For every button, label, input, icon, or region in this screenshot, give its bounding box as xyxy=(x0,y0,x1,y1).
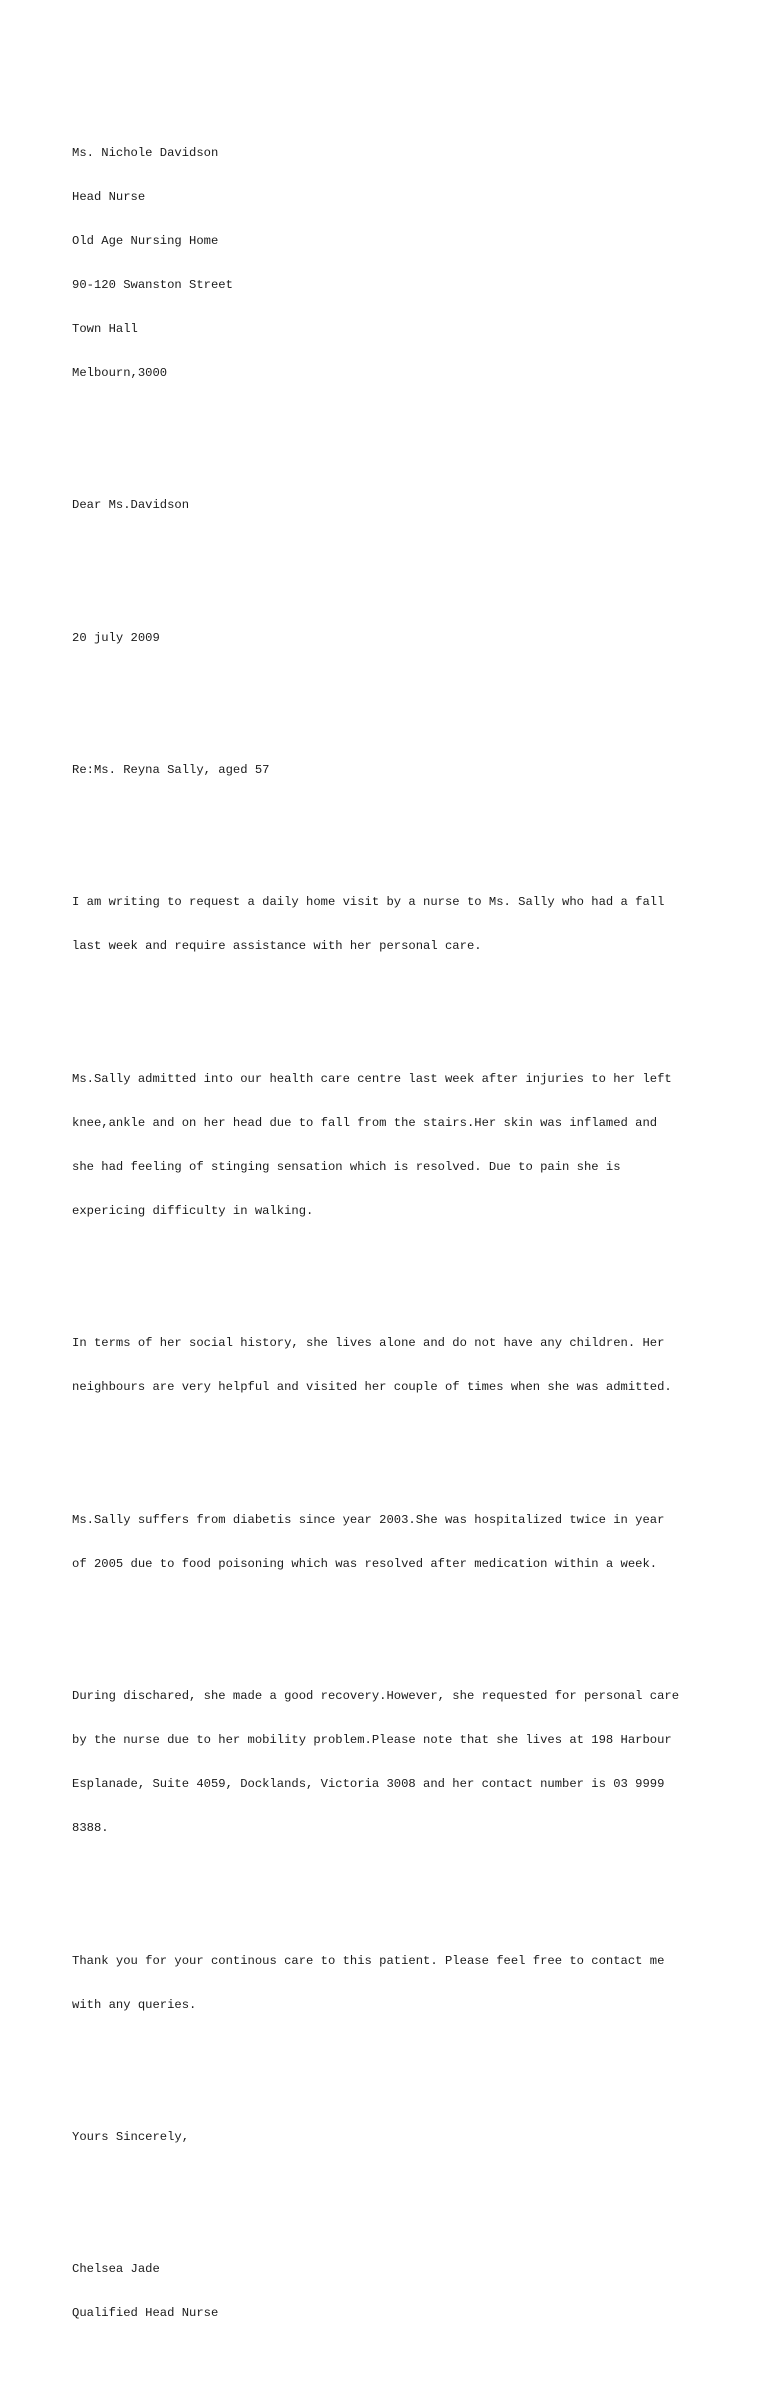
paragraph-injuries xyxy=(72,1042,712,1248)
address-line: Melbourn,3000 xyxy=(72,365,168,380)
paragraph-line: by the nurse due to her mobility problem.Please note that she lives at 198 Harbour xyxy=(72,1733,672,1748)
address-line: Ms. Nichole Davidson xyxy=(72,145,219,160)
address-line: Town Hall xyxy=(72,321,138,336)
paragraph-line: During dischared, she made a good recovery.However, she requested for personal care xyxy=(72,1688,680,1703)
paragraph-line: she had feeling of stinging sensation which is resolved. Due to pain she is xyxy=(72,1159,621,1174)
salutation-text: Dear Ms.Davidson xyxy=(72,498,190,513)
paragraph-medical-history xyxy=(72,1483,712,1601)
signer-title: Qualified Head Nurse xyxy=(72,2306,219,2321)
paragraph-line: I am writing to request a daily home visit by a nurse to Ms. Sally who had a fall xyxy=(72,895,665,910)
address-line: 90-120 Swanston Street xyxy=(72,277,233,292)
paragraph-social-history xyxy=(72,1307,712,1425)
closing xyxy=(72,2100,712,2174)
paragraph-line: last week and require assistance with her personal care. xyxy=(72,939,482,954)
paragraph-line: Esplanade, Suite 4059, Docklands, Victoria 3008 and her contact number is 03 9999 xyxy=(72,1777,665,1792)
letter-date xyxy=(72,601,712,675)
letter-page xyxy=(72,72,712,2394)
paragraph-line: 8388. xyxy=(72,1821,109,1836)
paragraph-line: Ms.Sally suffers from diabetis since year 2003.She was hospitalized twice in year xyxy=(72,1512,665,1527)
salutation xyxy=(72,469,712,543)
paragraph-discharge xyxy=(72,1660,712,1866)
paragraph-line: Thank you for your continous care to this patient. Please feel free to contact me xyxy=(72,1953,665,1968)
paragraph-request xyxy=(72,866,712,984)
paragraph-line: expericing difficulty in walking. xyxy=(72,1203,314,1218)
paragraph-line: Ms.Sally admitted into our health care centre last week after injuries to her left xyxy=(72,1071,672,1086)
address-line: Old Age Nursing Home xyxy=(72,233,219,248)
subject-line xyxy=(72,733,712,807)
paragraph-line: neighbours are very helpful and visited her couple of times when she was admitted. xyxy=(72,1380,672,1395)
closing-text: Yours Sincerely, xyxy=(72,2129,190,2144)
recipient-address xyxy=(72,116,712,410)
subject-text: Re:Ms. Reyna Sally, aged 57 xyxy=(72,762,270,777)
paragraph-line: knee,ankle and on her head due to fall from the stairs.Her skin was inflamed and xyxy=(72,1115,658,1130)
paragraph-line: In terms of her social history, she lives alone and do not have any children. Her xyxy=(72,1336,665,1351)
signer-name: Chelsea Jade xyxy=(72,2262,160,2277)
paragraph-thanks xyxy=(72,1924,712,2042)
paragraph-line: of 2005 due to food poisoning which was resolved after medication within a week. xyxy=(72,1556,658,1571)
paragraph-line: with any queries. xyxy=(72,1997,197,2012)
signature-block xyxy=(72,2233,712,2351)
date-text: 20 july 2009 xyxy=(72,630,160,645)
address-line: Head Nurse xyxy=(72,189,146,204)
